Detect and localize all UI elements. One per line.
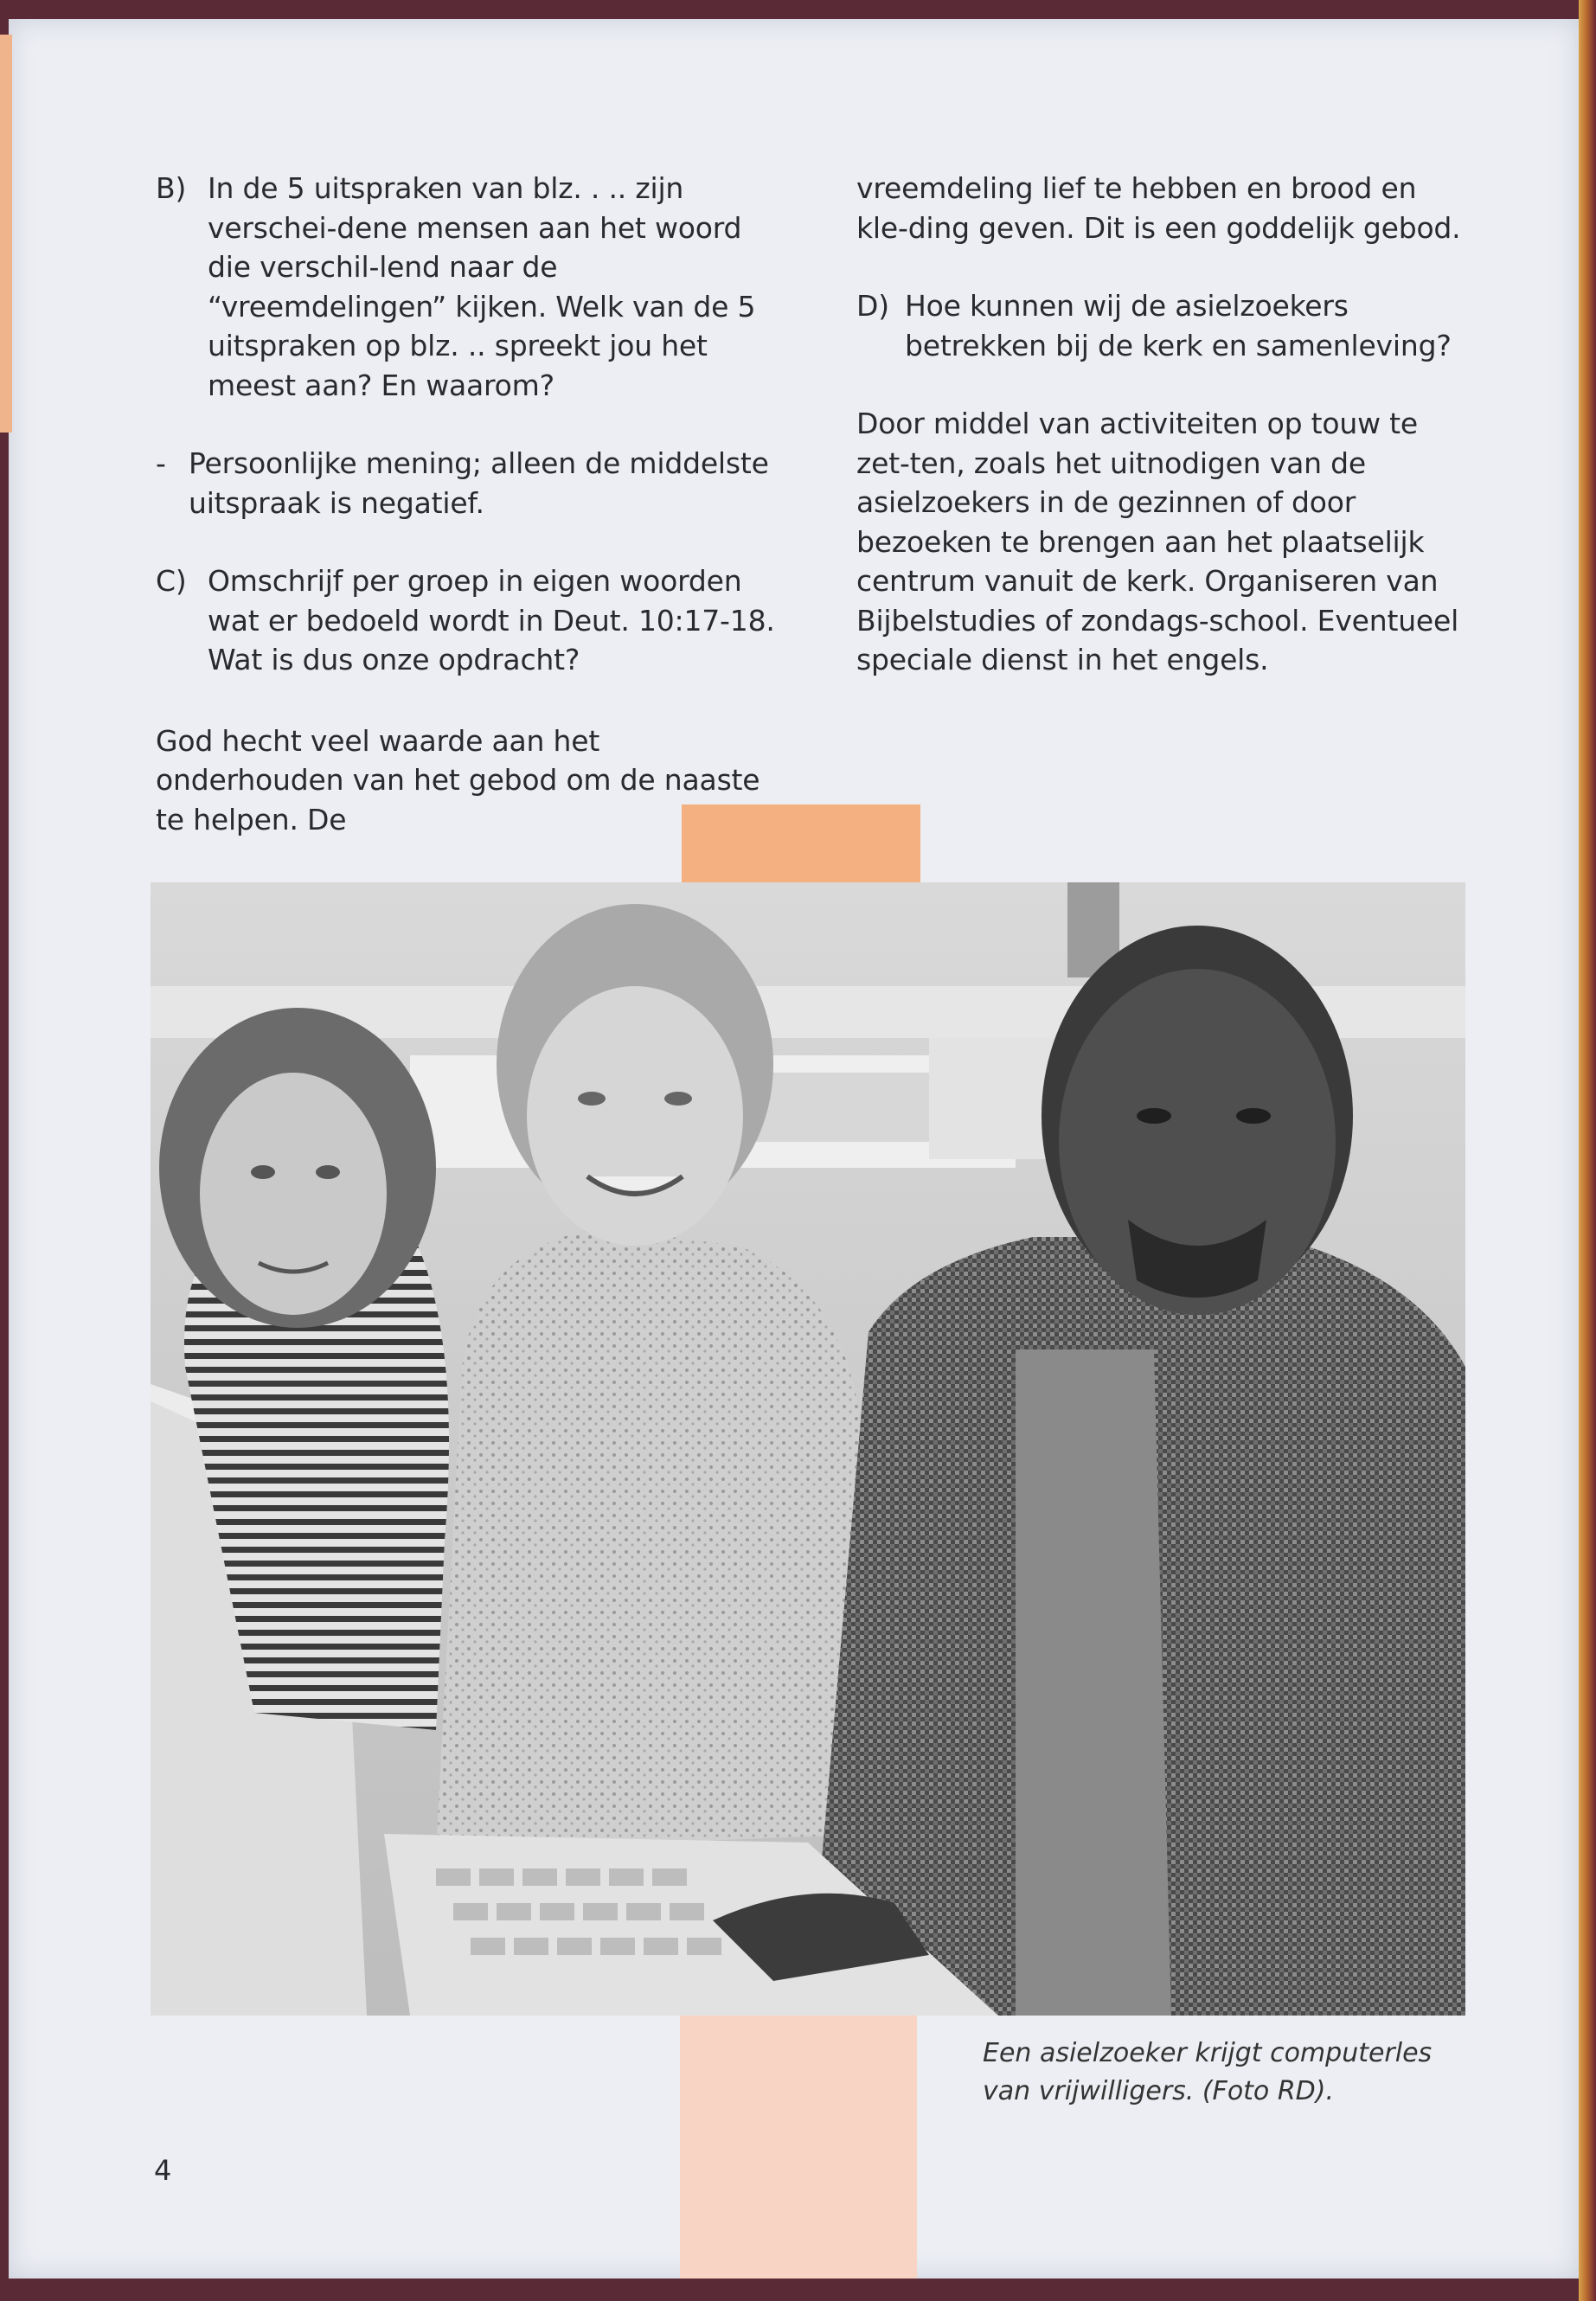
question-d-label: D) [856,289,889,323]
photo-caption: Een asielzoeker krijgt computerles van vrijwilligers. (Foto RD). [983,2038,1433,2106]
question-c-label: C) [156,564,187,598]
question-b [156,169,779,405]
answer-b [156,444,779,522]
question-d-text: Hoe kunnen wij de asielzoekers betrekken bij de kerk en samenleving? [905,289,1452,362]
decorative-orange-block [682,804,920,882]
page-number: 4 [154,2154,172,2187]
answer-b-dash: - [156,446,166,480]
decorative-pink-block [680,2016,917,2279]
answer-b-text: Persoonlijke mening; alleen de middelste uitspraak is negatief. [189,446,769,520]
right-column [856,169,1471,680]
question-b-text: In de 5 uitspraken van blz. . .. zijn verschei-dene mensen aan het woord die verschil-lend naar de “vreemdelingen” kijken. Welk van de 5 uitspraken op blz. .. spreekt jou het meest aan? En waarom? [208,171,756,402]
question-c [156,561,779,680]
answer-c-text: God hecht veel waarde aan het onderhouden van het gebod om de naaste te helpen. De [156,723,760,836]
answer-c-continued: vreemdeling lief te hebben en brood en kle-ding geven. Dit is een goddelijk gebod. [856,171,1461,245]
answer-d-text: Door middel van activiteiten op touw te zet-ten, zoals het uitnodigen van de asielzoekers in de gezinnen of door bezoeken te brengen aan het plaatselijk centrum vanuit de kerk. Organiseren van Bijbelstudies of zondags-school. Eventueel speciale dienst in het engels. [856,407,1459,676]
photo-computer-lesson [151,882,1465,2016]
page-edge [1579,0,1596,2301]
left-accent-strip [0,35,12,433]
question-b-label: B) [156,171,187,205]
question-c-text: Omschrijf per groep in eigen woorden wat er bedoeld wordt in Deut. 10:17-18. Wat is dus onze opdracht? [208,564,775,676]
question-d [856,286,1471,365]
left-column [156,169,779,839]
